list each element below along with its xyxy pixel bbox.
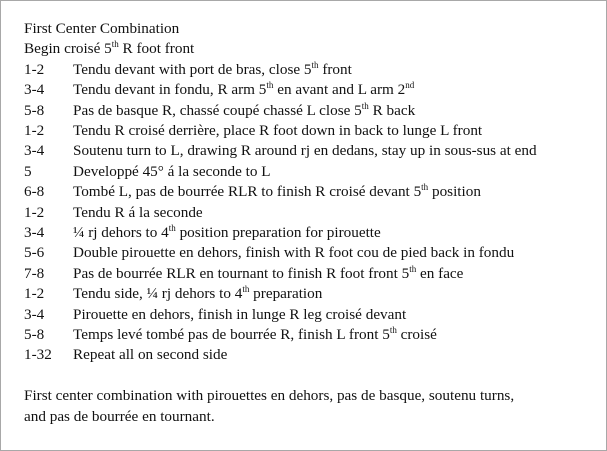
step-superscript: th: [266, 80, 274, 91]
step-description: [73, 80, 414, 100]
step-text: Tombé L, pas de bourrée RLR to finish R croisé devant 5: [73, 183, 422, 201]
step-counts: 1-2: [24, 121, 45, 139]
step-text: en face: [416, 264, 464, 282]
step-text: Developpé 45° á la seconde to L: [73, 162, 271, 180]
step-list: [24, 60, 544, 366]
step-text: front: [318, 60, 352, 78]
step-text: Pas de bourrée RLR en tournant to finish R foot front 5: [73, 264, 410, 282]
step-counts: 5: [24, 162, 32, 180]
step-row: [24, 101, 544, 121]
step-row: [24, 284, 544, 304]
step-text: Repeat all on second side: [73, 346, 228, 364]
caption-line-1: First center combination with pirouettes en dehors, pas de basque, soutenu turns,: [24, 387, 515, 405]
step-description: [73, 121, 482, 141]
step-description: [73, 223, 381, 243]
step-counts: 3-4: [24, 142, 45, 160]
step-text: Tendu side, ¼ rj dehors to 4: [73, 285, 243, 303]
step-text: ¼ rj dehors to 4: [73, 223, 169, 241]
start-position-text-end: R foot front: [118, 40, 195, 58]
step-row: [24, 305, 544, 325]
step-row: [24, 141, 544, 161]
step-counts: 3-4: [24, 305, 45, 323]
step-text: position: [428, 183, 481, 201]
step-description: [73, 182, 481, 202]
step-description: [73, 305, 406, 325]
step-description: [73, 141, 537, 161]
step-text: Tendu devant in fondu, R arm 5: [73, 81, 267, 99]
step-text: Pirouette en dehors, finish in lunge R leg croisé devant: [73, 305, 407, 323]
step-text: R back: [368, 101, 416, 119]
start-position-text: Begin croisé 5: [24, 40, 112, 58]
step-row: [24, 223, 544, 243]
step-superscript: th: [421, 182, 429, 193]
step-row: [24, 243, 544, 263]
step-description: [73, 203, 203, 223]
step-description: [73, 60, 352, 80]
step-text: Tendu devant with port de bras, close 5: [73, 60, 312, 78]
step-counts: 3-4: [24, 81, 45, 99]
step-superscript: th: [409, 263, 417, 274]
step-description: [73, 284, 322, 304]
step-text: Tendu R á la seconde: [73, 203, 203, 221]
start-position-superscript: th: [111, 39, 119, 50]
step-superscript: th: [242, 284, 250, 295]
step-text: en avant and L arm 2: [273, 81, 406, 99]
combination-title: First Center Combination: [24, 20, 180, 37]
caption-line-2: and pas de bourrée en tournant.: [24, 407, 215, 425]
caption: [24, 386, 544, 427]
step-row: [24, 162, 544, 182]
step-counts: 3-4: [24, 223, 45, 241]
step-text: preparation: [249, 285, 323, 303]
step-text: croisé: [396, 325, 437, 343]
step-superscript: th: [389, 324, 397, 335]
step-row: [24, 182, 544, 202]
step-counts: 1-2: [24, 203, 45, 221]
step-description: [73, 345, 227, 365]
step-row: [24, 264, 544, 284]
step-superscript: th: [168, 222, 176, 233]
step-text: Soutenu turn to L, drawing R around rj en dedans, stay up in sous-sus at end: [73, 142, 537, 160]
step-counts: 1-32: [24, 346, 52, 364]
step-counts: 6-8: [24, 183, 45, 201]
step-text: Pas de basque R, chassé coupé chassé L close 5: [73, 101, 362, 119]
step-row: [24, 60, 544, 80]
step-superscript: th: [361, 100, 369, 111]
step-description: [73, 243, 514, 263]
step-counts: 1-2: [24, 60, 45, 78]
step-text: Double pirouette en dehors, finish with R foot cou de pied back in fondu: [73, 244, 515, 262]
step-text: Temps levé tombé pas de bourrée R, finish L front 5: [73, 325, 390, 343]
step-row: [24, 345, 544, 365]
step-counts: 5-6: [24, 244, 45, 262]
step-counts: 5-8: [24, 325, 45, 343]
step-text: position preparation for pirouette: [175, 223, 381, 241]
step-description: [73, 325, 437, 345]
document-content: [24, 19, 544, 427]
step-counts: 5-8: [24, 101, 45, 119]
step-row: [24, 325, 544, 345]
step-description: [73, 162, 271, 182]
step-row: [24, 203, 544, 223]
step-superscript: th: [311, 59, 319, 70]
step-counts: 1-2: [24, 285, 45, 303]
step-row: [24, 80, 544, 100]
step-description: [73, 264, 463, 284]
step-text: Tendu R croisé derrière, place R foot down in back to lunge L front: [73, 121, 483, 139]
start-position: [24, 39, 544, 59]
step-row: [24, 121, 544, 141]
step-description: [73, 101, 415, 121]
step-counts: 7-8: [24, 264, 45, 282]
step-superscript: nd: [405, 80, 415, 91]
